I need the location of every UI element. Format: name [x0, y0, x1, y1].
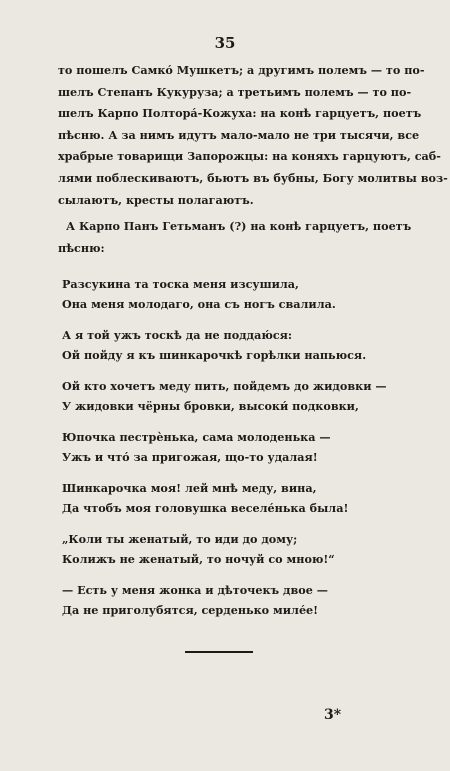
text-line: храбрые товарищи Запорожцы: на коняхъ гарцуютъ, саб-: [58, 149, 441, 164]
verse-line: Ужъ и что́ за пригожая, що-то удалая!: [62, 450, 318, 464]
verse-line: — Есть у меня жонка и дѣточекъ двое —: [62, 583, 328, 597]
stanza: [62, 274, 402, 314]
verse-line: Юпочка пестрѐнька, сама молоденька —: [62, 430, 331, 444]
stanza: [62, 325, 402, 365]
page-number: 35: [214, 34, 236, 52]
song-verse: [62, 274, 402, 631]
stanza: [62, 376, 402, 416]
text-line: шелъ Карпо Полтора́-Кожуха: на конѣ гарцуетъ, поетъ: [58, 106, 422, 121]
verse-line: Ой кто хочетъ меду пить, пойдемъ до жидовки —: [62, 379, 387, 393]
stanza: [62, 427, 402, 467]
stanza: [62, 580, 402, 620]
signature-mark: 3*: [324, 707, 342, 723]
text-line: сылаютъ, кресты полагаютъ.: [58, 192, 254, 207]
verse-line: А я той ужъ тоскѣ да не поддаю́ся:: [62, 328, 293, 342]
text-line: пѣсню. А за нимъ идутъ мало-мало не три тысячи, все: [58, 127, 420, 142]
verse-line: Да не приголубятся, серденько миле́е!: [62, 603, 319, 617]
narrative-paragraph: [58, 60, 448, 211]
verse-line: Да чтобъ моя головушка веселе́нька была!: [62, 501, 349, 515]
stanza: [62, 478, 402, 518]
verse-line: Колижъ не женатый, то ночуй со мною!“: [62, 552, 335, 566]
verse-line: Разсукина та тоска меня изсушила,: [62, 277, 299, 291]
verse-line: „Коли ты женатый, то иди до дому;: [62, 532, 298, 546]
verse-line: У жидовки чёрны бровки, высоки́ подковки,: [62, 399, 359, 413]
text-line: лями поблескиваютъ, бьютъ въ бубны, Богу молитвы воз-: [58, 170, 448, 185]
text-line: то пошелъ Самко́ Мушкетъ; а другимъ полемъ — то по-: [58, 63, 425, 77]
section-divider: [185, 651, 253, 653]
text-line: пѣсню:: [58, 240, 105, 255]
verse-line: Она меня молодаго, она съ ногъ свалила.: [62, 297, 336, 311]
verse-line: Ой пойду я къ шинкарочкѣ горѣлки напьюся.: [62, 348, 367, 362]
text-line: А Карпо Панъ Гетьманъ (?) на конѣ гарцуетъ, поетъ: [66, 219, 412, 233]
text-line: шелъ Степанъ Кукуруза; а третьимъ полемъ — то по-: [58, 84, 412, 99]
stanza: [62, 529, 402, 569]
song-intro-paragraph: [58, 216, 412, 259]
verse-line: Шинкарочка моя! лей мнѣ меду, вина,: [62, 481, 317, 495]
